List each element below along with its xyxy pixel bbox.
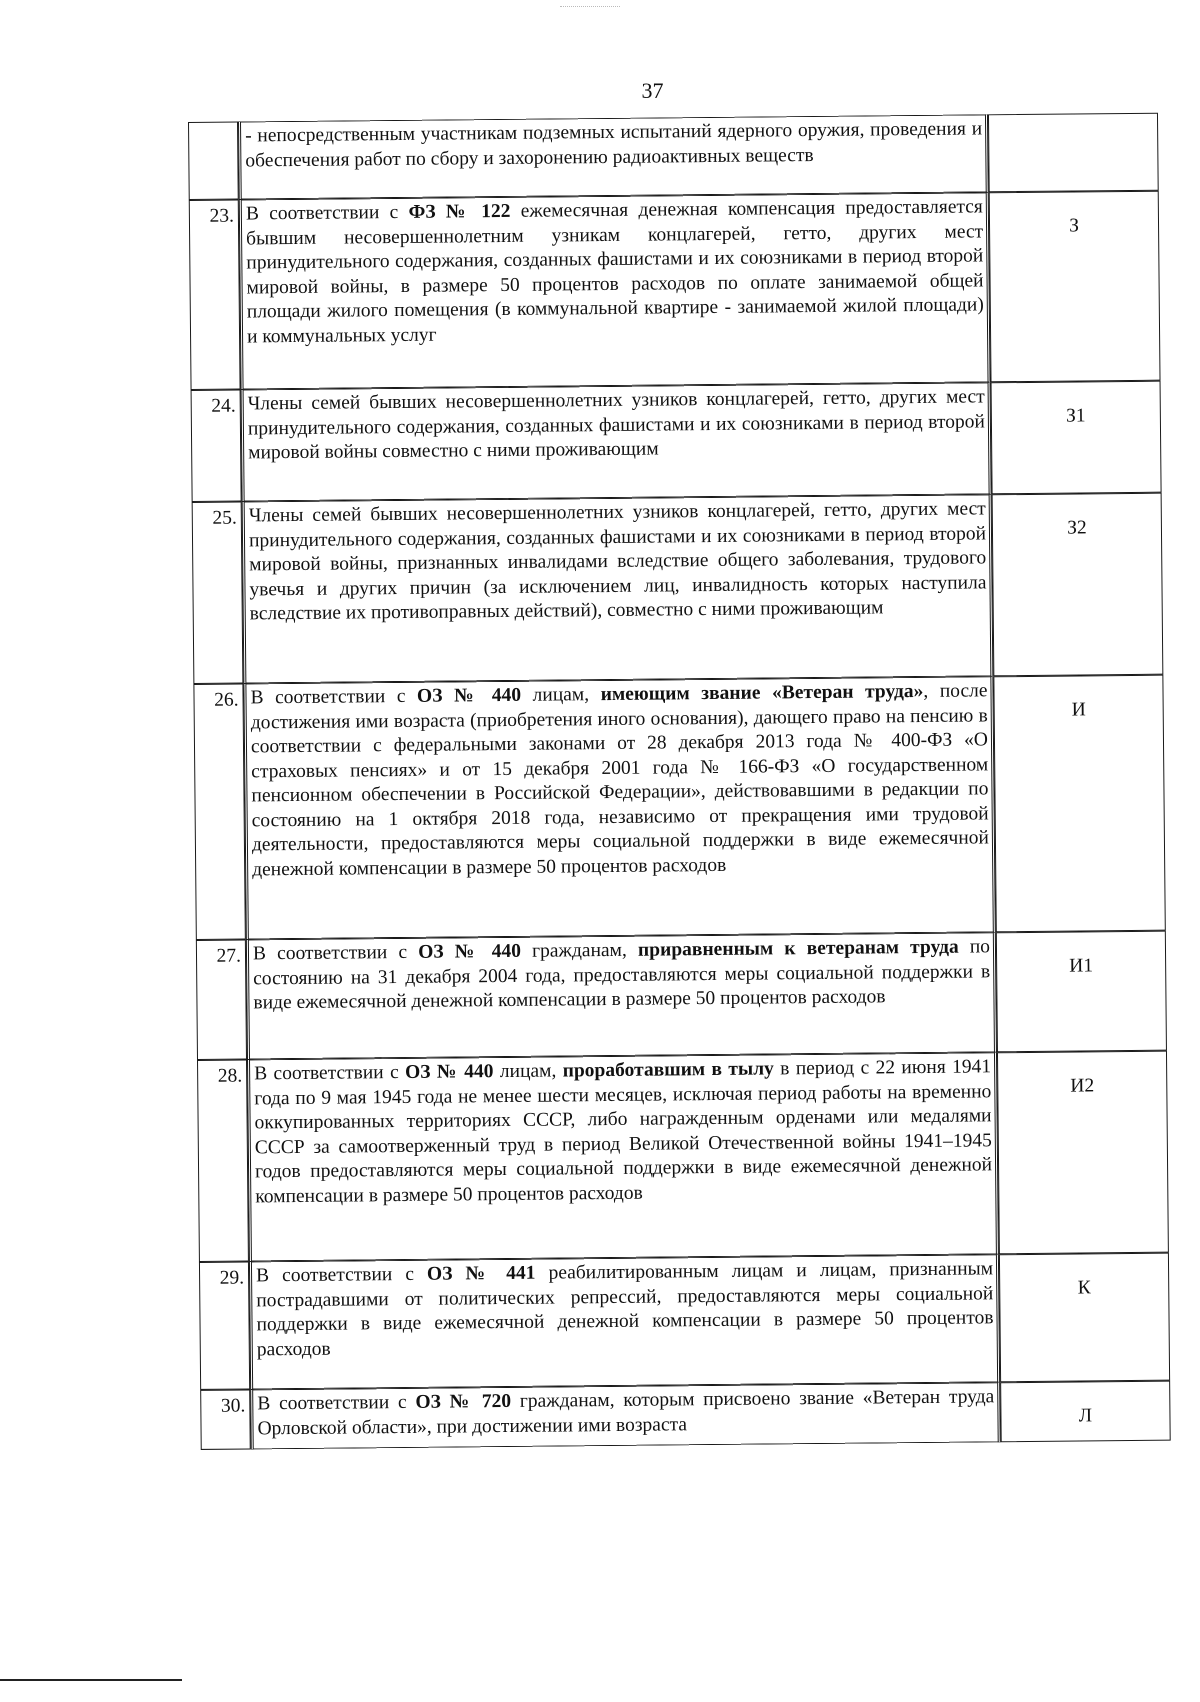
row-description bbox=[242, 494, 994, 683]
text-fragment: В соответствии с bbox=[252, 941, 419, 965]
bold-text-fragment: имеющим звание «Ветеран труда» bbox=[600, 680, 924, 706]
text-fragment: В соответствии с bbox=[250, 685, 418, 709]
text-fragment: В соответствии с bbox=[255, 1263, 428, 1287]
text-fragment: - непосредственным участникам подземных испытаний ядерного оружия, проведения и обеспечения работ по сбору и захоронению радиоактивных веществ bbox=[245, 118, 983, 171]
row-number bbox=[188, 122, 239, 200]
category-code: Л bbox=[1000, 1381, 1171, 1443]
table-row bbox=[196, 931, 1167, 1060]
table-body bbox=[188, 113, 1171, 1450]
page-number: 37 bbox=[641, 78, 664, 103]
scan-artifact bbox=[560, 6, 620, 9]
table-row bbox=[189, 191, 1161, 390]
bold-text-fragment: ФЗ № 122 bbox=[408, 200, 511, 223]
category-code: З2 bbox=[992, 493, 1164, 677]
bold-text-fragment: ОЗ № 440 bbox=[418, 940, 522, 963]
row-number: 24. bbox=[191, 390, 242, 502]
bold-text-fragment: ОЗ № 720 bbox=[415, 1390, 512, 1413]
row-number: 26. bbox=[193, 683, 245, 939]
bold-text-fragment: приравненным к ветеранам труда bbox=[637, 936, 959, 961]
text-fragment: по состоянию на 31 декабря 2004 года, предоставляются меры социальной поддержки в виде ежемесячной денежной компенсации в размере 50 процентов расходов bbox=[253, 936, 991, 1014]
footer-rule bbox=[0, 1679, 182, 1681]
row-description bbox=[247, 1052, 999, 1261]
table-row bbox=[199, 1253, 1170, 1390]
category-code: К bbox=[999, 1253, 1170, 1383]
row-description bbox=[243, 676, 995, 939]
row-number: 23. bbox=[189, 200, 241, 390]
row-number: 28. bbox=[197, 1059, 249, 1261]
category-code: З bbox=[989, 191, 1161, 383]
text-fragment: лицам, bbox=[493, 1060, 563, 1083]
table-row bbox=[191, 381, 1162, 502]
text-fragment: лицам, bbox=[520, 684, 601, 706]
text-fragment: , после достижения ими возраста (приобретения иного основания), дающего право на пенсию в соответствии с федеральными законами от 28 декабря 2013 года № 400-ФЗ «О страховых пенсиях» и от 15 декабря 2001 года № 166-ФЗ «О государственном пенсионном обеспечении в Российской Федерации», действовавшими в редакции по состоянию на 1 октября 2018 года, независимо от прекращения ими трудовой деятельности, предоставляются меры социальной поддержки в виде ежемесячной денежной компенсации в размере 50 процентов расходов bbox=[250, 680, 990, 880]
text-fragment: Члены семей бывших несовершеннолетних узников концлагерей, гетто, других мест принудительного содержания, созданных фашистами и их союзниками в период второй мировой войны, признанных инвалидами вследствие общего заболевания, трудового увечья и других причин (за исключением лиц, инвалидность которых наступила вследствие их противоправных действий), совместно с ними проживающим bbox=[248, 498, 987, 625]
row-description bbox=[239, 192, 991, 389]
text-fragment: гражданам, bbox=[520, 939, 639, 962]
row-number: 29. bbox=[199, 1261, 250, 1389]
row-description bbox=[249, 1254, 1000, 1389]
row-number: 27. bbox=[196, 939, 247, 1059]
category-code: И2 bbox=[997, 1051, 1169, 1255]
row-description bbox=[250, 1382, 1001, 1449]
category-code: И bbox=[993, 675, 1165, 933]
category-code bbox=[988, 113, 1159, 193]
bold-text-fragment: проработавшим в тылу bbox=[562, 1058, 774, 1082]
text-fragment: в период с 22 июня 1941 года по 9 мая 1945 года не менее шести месяцев, исключая период работы на временно оккупированных территориях СССР, либо награжденным орденами или медалями СССР за самоотверженный труд в период Великой Отечественной войны 1941–1945 годов предоставляются меры социальной поддержки в виде ежемесячной денежной компенсации в размере 50 процентов расходов bbox=[254, 1056, 993, 1207]
text-fragment: ежемесячная денежная компенсация предоставляется бывшим несовершеннолетним узникам концлагерей, гетто, других мест принудительного содержания, созданных фашистами и их союзниками в период второй мировой войны, в размере 50 процентов расходов по оплате занимаемой общей площади жилого помещения (в коммунальной квартире - занимаемой жилой площади) и коммунальных услуг bbox=[246, 196, 984, 347]
text-fragment: Члены семей бывших несовершеннолетних узников концлагерей, гетто, других мест принудительного содержания, созданных фашистами и их союзниками в период второй мировой войны совместно с ними проживающим bbox=[247, 386, 986, 464]
text-fragment: реабилитированным лицам и лицам, признанным пострадавшими от политических репрессий, предоставляются меры социальной поддержки в виде ежемесячной денежной компенсации в размере 50 процентов расходов bbox=[256, 1258, 994, 1360]
text-fragment: В соответствии с bbox=[254, 1061, 406, 1085]
text-fragment: В соответствии с bbox=[257, 1391, 416, 1415]
row-description bbox=[246, 932, 997, 1059]
table-row bbox=[188, 113, 1159, 200]
category-code: И1 bbox=[996, 931, 1167, 1053]
bold-text-fragment: ОЗ № 440 bbox=[416, 684, 522, 707]
category-code: З1 bbox=[991, 381, 1162, 495]
row-number: 30. bbox=[200, 1389, 251, 1449]
row-description bbox=[241, 382, 992, 501]
table-row bbox=[193, 675, 1165, 940]
row-description bbox=[238, 114, 989, 199]
benefits-table bbox=[188, 113, 1171, 1450]
table-row bbox=[197, 1051, 1169, 1262]
table-row bbox=[200, 1381, 1171, 1450]
table-row bbox=[192, 493, 1164, 684]
text-fragment: гражданам, которым присвоено звание «Ветеран труда Орловской области», при достижении ими возраста bbox=[257, 1386, 995, 1439]
bold-text-fragment: ОЗ № 441 bbox=[426, 1262, 536, 1285]
row-number: 25. bbox=[192, 502, 244, 684]
bold-text-fragment: ОЗ № 440 bbox=[404, 1061, 494, 1083]
text-fragment: В соответствии с bbox=[245, 201, 409, 225]
